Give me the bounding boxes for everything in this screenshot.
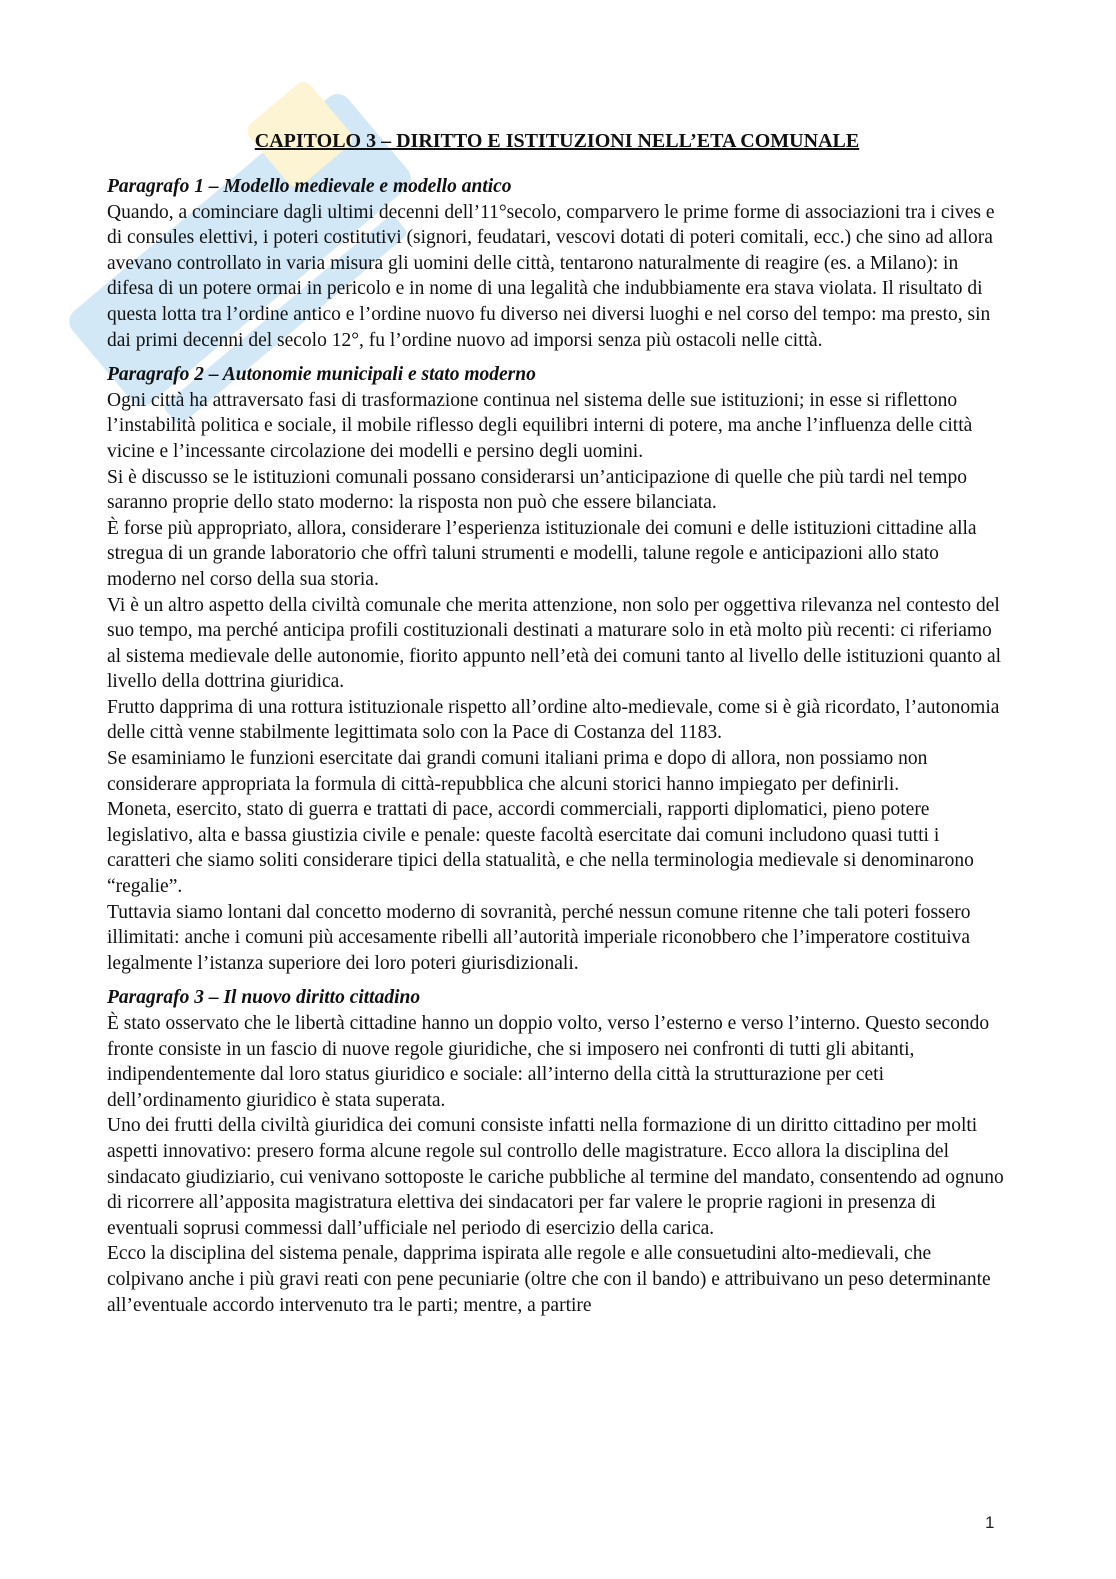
paragraph: Quando, a cominciare dagli ultimi decenni dell’11°secolo, comparvero le prime forme di associazioni tra i cives e di consules elettivi, i poteri costitutivi (signori, feudatari, vescovi dotati di poteri comitali, ecc.) che sino ad allora avevano controllato in varia misura gli uomini delle città, tentarono naturalmente di reagire (es. a Milano): in difesa di un potere ormai in pericolo e in nome di una legalità che indubbiamente era stava violata. Il risultato di questa lotta tra l’ordine antico e l’ordine nuovo fu diverso nei diversi luoghi e nel corso del tempo: ma presto, sin dai primi decenni del secolo 12°, fu l’ordine nuovo ad imporsi senza più ostacoli nelle città. bbox=[107, 201, 995, 351]
section-3 bbox=[107, 985, 1007, 1318]
section-heading: Paragrafo 2 – Autonomie municipali e stato moderno bbox=[107, 364, 536, 386]
paragraph: Ecco la disciplina del sistema penale, dapprima ispirata alle regole e alle consuetudini alto-medievali, che colpivano anche i più gravi reati con pene pecuniarie (oltre che con il bando) e attribuivano un peso determinante all’eventuale accordo intervenuto tra le parti; mentre, a partire bbox=[107, 1243, 991, 1316]
paragraph: Se esaminiamo le funzioni esercitate dai grandi comuni italiani prima e dopo di allora, non possiamo non considerare appropriata la formula di città-repubblica che alcuni storici hanno impiegato per definirli. bbox=[107, 748, 928, 795]
paragraph: Ogni città ha attraversato fasi di trasformazione continua nel sistema delle sue istituzioni; in esse si riflettono l’instabilità politica e sociale, il mobile riflesso degli equilibri interni di potere, ma anche l’influenza delle città vicine e l’incessante circolazione dei modelli e persino degli uomini. bbox=[107, 389, 973, 462]
section-1 bbox=[107, 174, 1007, 353]
section-heading: Paragrafo 3 – Il nuovo diritto cittadino bbox=[107, 987, 421, 1009]
paragraph: Si è discusso se le istituzioni comunali possano considerarsi un’anticipazione di quelle che più tardi nel tempo saranno proprie dello stato moderno: la risposta non può che essere bilanciata. bbox=[107, 466, 967, 514]
chapter-title: CAPITOLO 3 – DIRITTO E ISTITUZIONI NELL’ETA COMUNALE bbox=[254, 130, 860, 152]
paragraph: Moneta, esercito, stato di guerra e trattati di pace, accordi commerciali, rapporti diplomatici, pieno potere legislativo, alta e bassa giustizia civile e penale: queste facoltà esercitate dai comuni includono quasi tutti i caratteri che siamo soliti considerare tipici della statualità, e che nella terminologia medievale si denominarono “regalie”. bbox=[107, 799, 974, 898]
paragraph: Tuttavia siamo lontani dal concetto moderno di sovranità, perché nessun comune ritenne che tali poteri fossero illimitati: anche i comuni più accesamente ribelli all’autorità imperiale riconobbero che l’imperatore costituiva legalmente l’istanza superiore dei loro poteri giurisdizionali. bbox=[107, 901, 971, 974]
paragraph: Uno dei frutti della civiltà giuridica dei comuni consiste infatti nella formazione di un diritto cittadino per molti aspetti innovativo: presero forma alcune regole sul controllo delle magistrature. Ecco allora la disciplina del sindacato giudiziario, cui venivano sottoposte le cariche pubbliche al termine del mandato, consentendo ad ognuno di ricorrere all’apposita magistratura elettiva dei sindacatori per far valere le proprie ragioni in presenza di eventuali soprusi commessi dall’ufficiale nel periodo di esercizio della carica. bbox=[107, 1115, 1004, 1239]
paragraph: Vi è un altro aspetto della civiltà comunale che merita attenzione, non solo per oggettiva rilevanza nel contesto del suo tempo, ma perché anticipa profili costituzionali destinati a maturare solo in età molto più recenti: ci riferiamo al sistema medievale delle autonomie, fiorito appunto nell’età dei comuni tanto al livello delle istituzioni quanto al livello della dottrina giuridica. bbox=[107, 594, 1002, 693]
section-heading: Paragrafo 1 – Modello medievale e modello antico bbox=[107, 176, 512, 197]
page-number: 1 bbox=[985, 1513, 995, 1532]
document-page bbox=[107, 128, 1007, 1327]
paragraph: È forse più appropriato, allora, considerare l’esperienza istituzionale dei comuni e delle istituzioni cittadine alla stregua di un grande laboratorio che offrì taluni strumenti e modelli, talune regole e anticipazioni allo stato moderno nel corso della sua storia. bbox=[107, 517, 977, 590]
paragraph: Frutto dapprima di una rottura istituzionale rispetto all’ordine alto-medievale, come si è già ricordato, l’autonomia delle città venne stabilmente legittimata solo con la Pace di Costanza del 1183. bbox=[107, 696, 1000, 744]
section-2 bbox=[107, 362, 1007, 976]
paragraph: È stato osservato che le libertà cittadine hanno un doppio volto, verso l’esterno e verso l’interno. Questo secondo fronte consiste in un fascio di nuove regole giuridiche, che si imposero nei confronti di tutti gli abitanti, indipendentemente dal loro status giuridico e sociale: all’interno della città la strutturazione per ceti dell’ordinamento giuridico è stata superata. bbox=[107, 1013, 990, 1111]
